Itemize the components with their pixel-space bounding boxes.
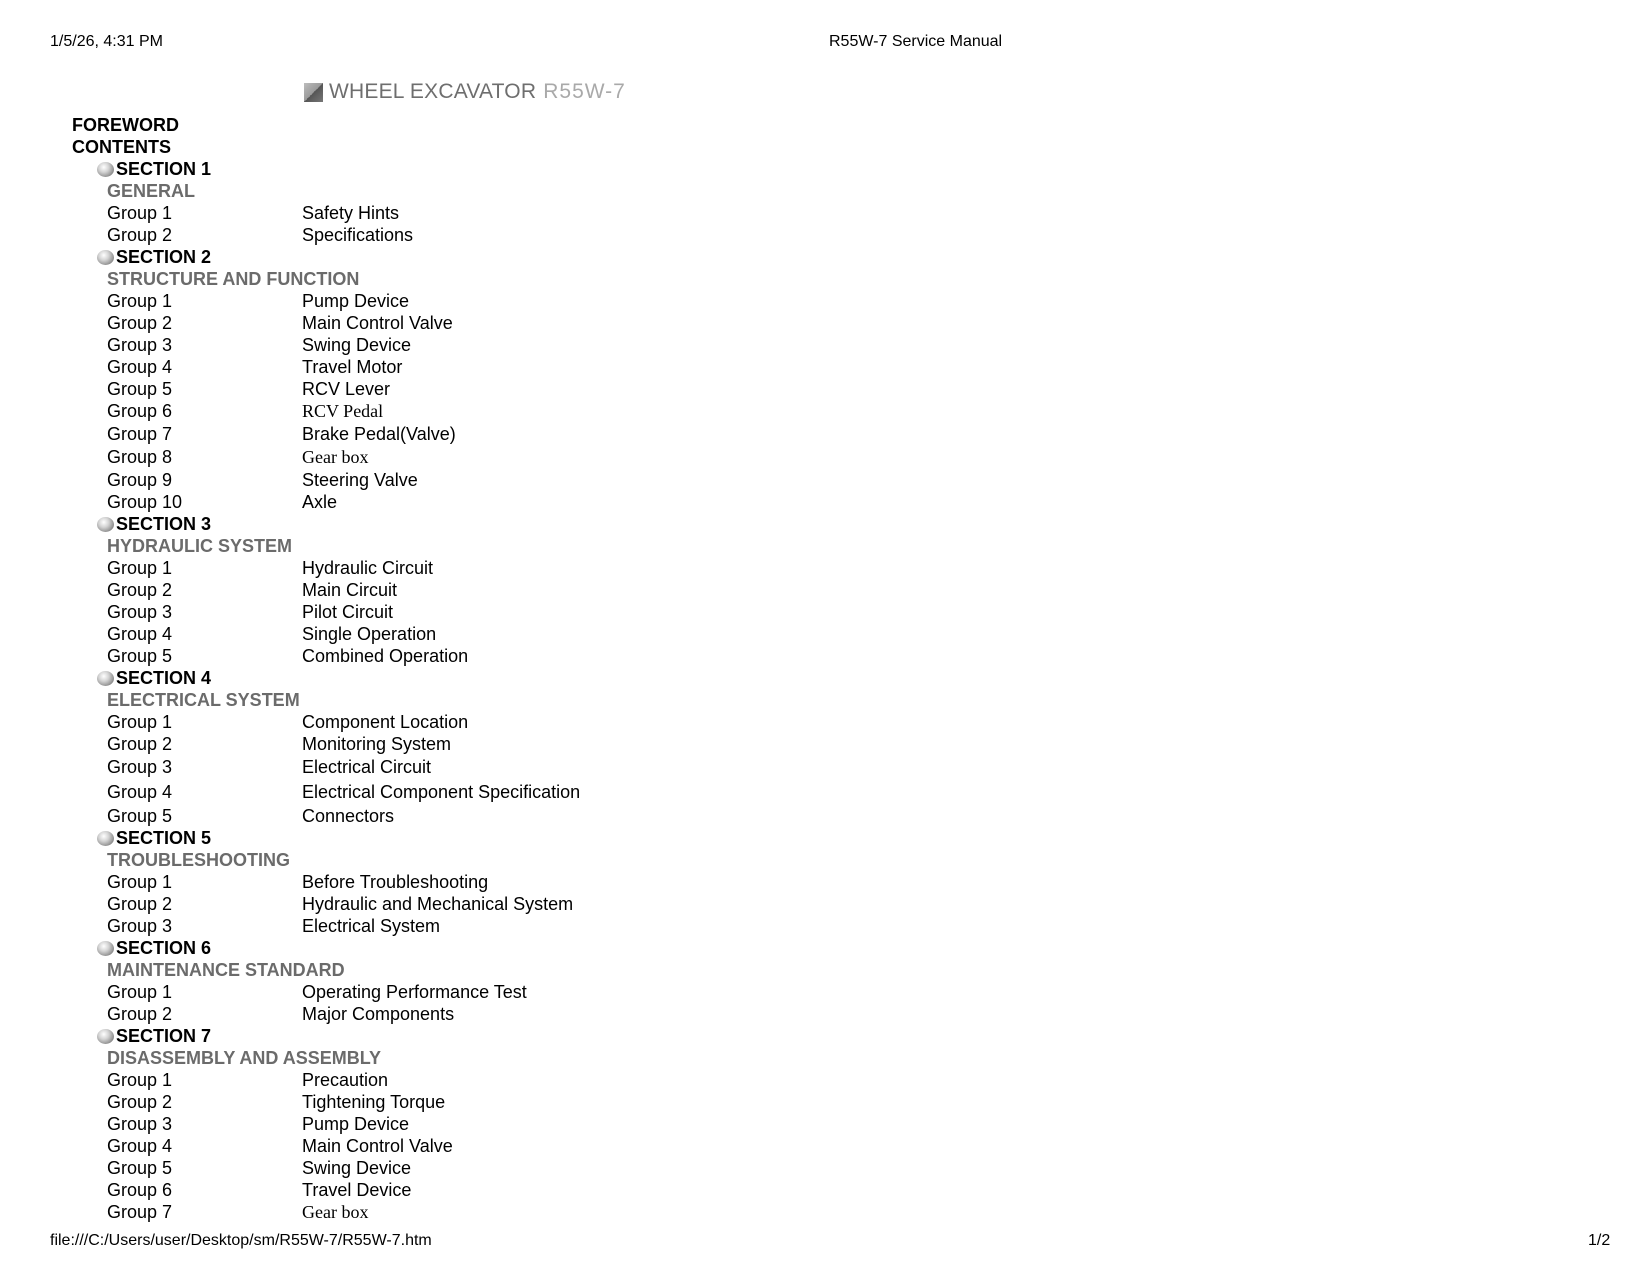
group-row[interactable] (72, 915, 580, 937)
group-name-link[interactable]: Electrical System (302, 916, 441, 936)
group-number: Group 10 (107, 492, 183, 512)
section-label: SECTION 3 (116, 514, 212, 534)
logo-icon (304, 83, 323, 102)
group-name-link[interactable]: Monitoring System (302, 734, 452, 754)
group-row[interactable] (72, 1113, 580, 1135)
group-row[interactable] (72, 1091, 580, 1113)
group-row[interactable] (72, 645, 580, 667)
group-name-link[interactable]: Main Circuit (302, 580, 398, 600)
foreword-link[interactable]: FOREWORD (72, 115, 179, 135)
bullet-ball-icon (97, 517, 114, 532)
group-name-link[interactable]: Swing Device (302, 335, 412, 355)
section-title: ELECTRICAL SYSTEM (107, 690, 300, 710)
group-name-link[interactable]: Single Operation (302, 624, 437, 644)
group-number: Group 3 (107, 1114, 173, 1134)
group-row[interactable] (72, 423, 580, 446)
section-title: MAINTENANCE STANDARD (107, 960, 345, 980)
group-name-link[interactable]: Component Location (302, 712, 469, 732)
group-name-link[interactable]: RCV Pedal (302, 401, 384, 421)
group-row[interactable] (72, 290, 580, 312)
contents-link[interactable]: CONTENTS (72, 137, 171, 157)
group-number: Group 4 (107, 782, 173, 802)
group-row[interactable] (72, 711, 580, 733)
group-name-link[interactable]: Pilot Circuit (302, 602, 394, 622)
group-row[interactable] (72, 1201, 580, 1223)
bullet-ball-icon (97, 162, 114, 177)
group-number: Group 4 (107, 1136, 173, 1156)
group-row[interactable] (72, 202, 580, 224)
group-row[interactable] (72, 805, 580, 827)
group-name-link[interactable]: Steering Valve (302, 470, 418, 490)
group-name-link[interactable]: Hydraulic and Mechanical System (302, 894, 574, 914)
section-3-link[interactable] (72, 513, 580, 535)
group-row[interactable] (72, 1157, 580, 1179)
section-label: SECTION 1 (116, 159, 212, 179)
section-title: GENERAL (107, 181, 196, 201)
bullet-ball-icon (97, 671, 114, 686)
group-number: Group 1 (107, 291, 173, 311)
group-name-link[interactable]: Operating Performance Test (302, 982, 527, 1002)
group-name-link[interactable]: Travel Motor (302, 357, 403, 377)
group-row[interactable] (72, 1069, 580, 1091)
section-label: SECTION 5 (116, 828, 212, 848)
section-label: SECTION 2 (116, 247, 212, 267)
section-title: TROUBLESHOOTING (107, 850, 290, 870)
group-name-link[interactable]: Precaution (302, 1070, 389, 1090)
group-name-link[interactable]: RCV Lever (302, 379, 391, 399)
group-row[interactable] (72, 557, 580, 579)
section-7-link[interactable] (72, 1025, 580, 1047)
group-row[interactable] (72, 755, 580, 780)
section-title: DISASSEMBLY AND ASSEMBLY (107, 1048, 382, 1068)
group-number: Group 3 (107, 757, 173, 777)
group-number: Group 3 (107, 916, 173, 936)
group-row[interactable] (72, 1135, 580, 1157)
group-number: Group 5 (107, 646, 173, 666)
group-name-link[interactable]: Electrical Component Specification (302, 782, 581, 802)
group-number: Group 5 (107, 1158, 173, 1178)
bullet-ball-icon (97, 250, 114, 265)
group-row[interactable] (72, 780, 580, 805)
group-number: Group 2 (107, 313, 173, 333)
print-page-number: 1/2 (1588, 1232, 1611, 1249)
group-name-link[interactable]: Combined Operation (302, 646, 469, 666)
group-name-link[interactable]: Pump Device (302, 291, 410, 311)
group-row[interactable] (72, 334, 580, 356)
group-number: Group 3 (107, 602, 173, 622)
group-name-link[interactable]: Specifications (302, 225, 414, 245)
group-number: Group 5 (107, 379, 173, 399)
group-number: Group 2 (107, 894, 173, 914)
group-row[interactable] (72, 312, 580, 334)
group-number: Group 8 (107, 447, 173, 467)
group-number: Group 1 (107, 558, 173, 578)
group-row[interactable] (72, 224, 580, 246)
section-label: SECTION 7 (116, 1026, 212, 1046)
group-row[interactable] (72, 491, 580, 513)
group-number: Group 5 (107, 806, 173, 826)
group-number: Group 1 (107, 982, 173, 1002)
group-number: Group 6 (107, 1180, 173, 1200)
bullet-ball-icon (97, 941, 114, 956)
group-number: Group 6 (107, 401, 173, 421)
group-row[interactable] (72, 579, 580, 601)
banner-title: WHEEL EXCAVATOR (329, 80, 537, 103)
group-number: Group 1 (107, 1070, 173, 1090)
section-6-link[interactable] (72, 937, 580, 959)
group-name-link[interactable]: Axle (302, 492, 338, 512)
group-number: Group 4 (107, 357, 173, 377)
group-number: Group 3 (107, 335, 173, 355)
group-number: Group 2 (107, 734, 173, 754)
print-url: file:///C:/Users/user/Desktop/sm/R55W-7/R55W-7.htm (50, 1232, 432, 1249)
group-number: Group 2 (107, 225, 173, 245)
section-title: HYDRAULIC SYSTEM (107, 536, 293, 556)
banner-model: R55W-7 (543, 80, 626, 103)
group-row[interactable] (72, 446, 580, 469)
section-label: SECTION 4 (116, 668, 212, 688)
group-name-link[interactable]: Main Control Valve (302, 313, 453, 333)
sections-list (72, 158, 580, 1223)
group-row[interactable] (72, 871, 580, 893)
group-number: Group 1 (107, 872, 173, 892)
section-2-link[interactable] (72, 246, 580, 268)
group-name-link[interactable]: Gear box (302, 1202, 369, 1222)
group-number: Group 2 (107, 1004, 173, 1024)
group-name-link[interactable]: Swing Device (302, 1158, 412, 1178)
group-name-link[interactable]: Electrical Circuit (302, 757, 432, 777)
group-number: Group 9 (107, 470, 173, 490)
group-row[interactable] (72, 893, 580, 915)
group-name-link[interactable]: Brake Pedal(Valve) (302, 424, 456, 444)
group-row[interactable] (72, 601, 580, 623)
group-row[interactable] (72, 1003, 580, 1025)
section-5-link[interactable] (72, 827, 580, 849)
table-of-contents (72, 114, 580, 1223)
banner (304, 80, 626, 104)
group-number: Group 4 (107, 624, 173, 644)
group-name-link[interactable]: Connectors (302, 806, 395, 826)
group-row[interactable] (72, 356, 580, 378)
group-name-link[interactable]: Hydraulic Circuit (302, 558, 434, 578)
section-title: STRUCTURE AND FUNCTION (107, 269, 360, 289)
group-row[interactable] (72, 469, 580, 491)
section-label: SECTION 6 (116, 938, 212, 958)
group-number: Group 1 (107, 203, 173, 223)
group-name-link[interactable]: Before Troubleshooting (302, 872, 489, 892)
group-row[interactable] (72, 1179, 580, 1201)
group-row[interactable] (72, 378, 580, 400)
group-name-link[interactable]: Major Components (302, 1004, 455, 1024)
print-date: 1/5/26, 4:31 PM (50, 33, 163, 50)
group-name-link[interactable]: Gear box (302, 447, 369, 467)
group-row[interactable] (72, 733, 580, 755)
group-name-link[interactable]: Travel Device (302, 1180, 412, 1200)
group-name-link[interactable]: Safety Hints (302, 203, 400, 223)
bullet-ball-icon (97, 1029, 114, 1044)
group-number: Group 7 (107, 1202, 173, 1222)
bullet-ball-icon (97, 831, 114, 846)
group-name-link[interactable]: Pump Device (302, 1114, 410, 1134)
group-number: Group 2 (107, 1092, 173, 1112)
group-number: Group 2 (107, 580, 173, 600)
print-title: R55W-7 Service Manual (829, 33, 1003, 50)
group-number: Group 1 (107, 712, 173, 732)
group-row[interactable] (72, 981, 580, 1003)
section-4-link[interactable] (72, 667, 580, 689)
group-number: Group 7 (107, 424, 173, 444)
group-row[interactable] (72, 623, 580, 645)
group-name-link[interactable]: Tightening Torque (302, 1092, 446, 1112)
group-row[interactable] (72, 400, 580, 423)
section-1-link[interactable] (72, 158, 580, 180)
group-name-link[interactable]: Main Control Valve (302, 1136, 453, 1156)
